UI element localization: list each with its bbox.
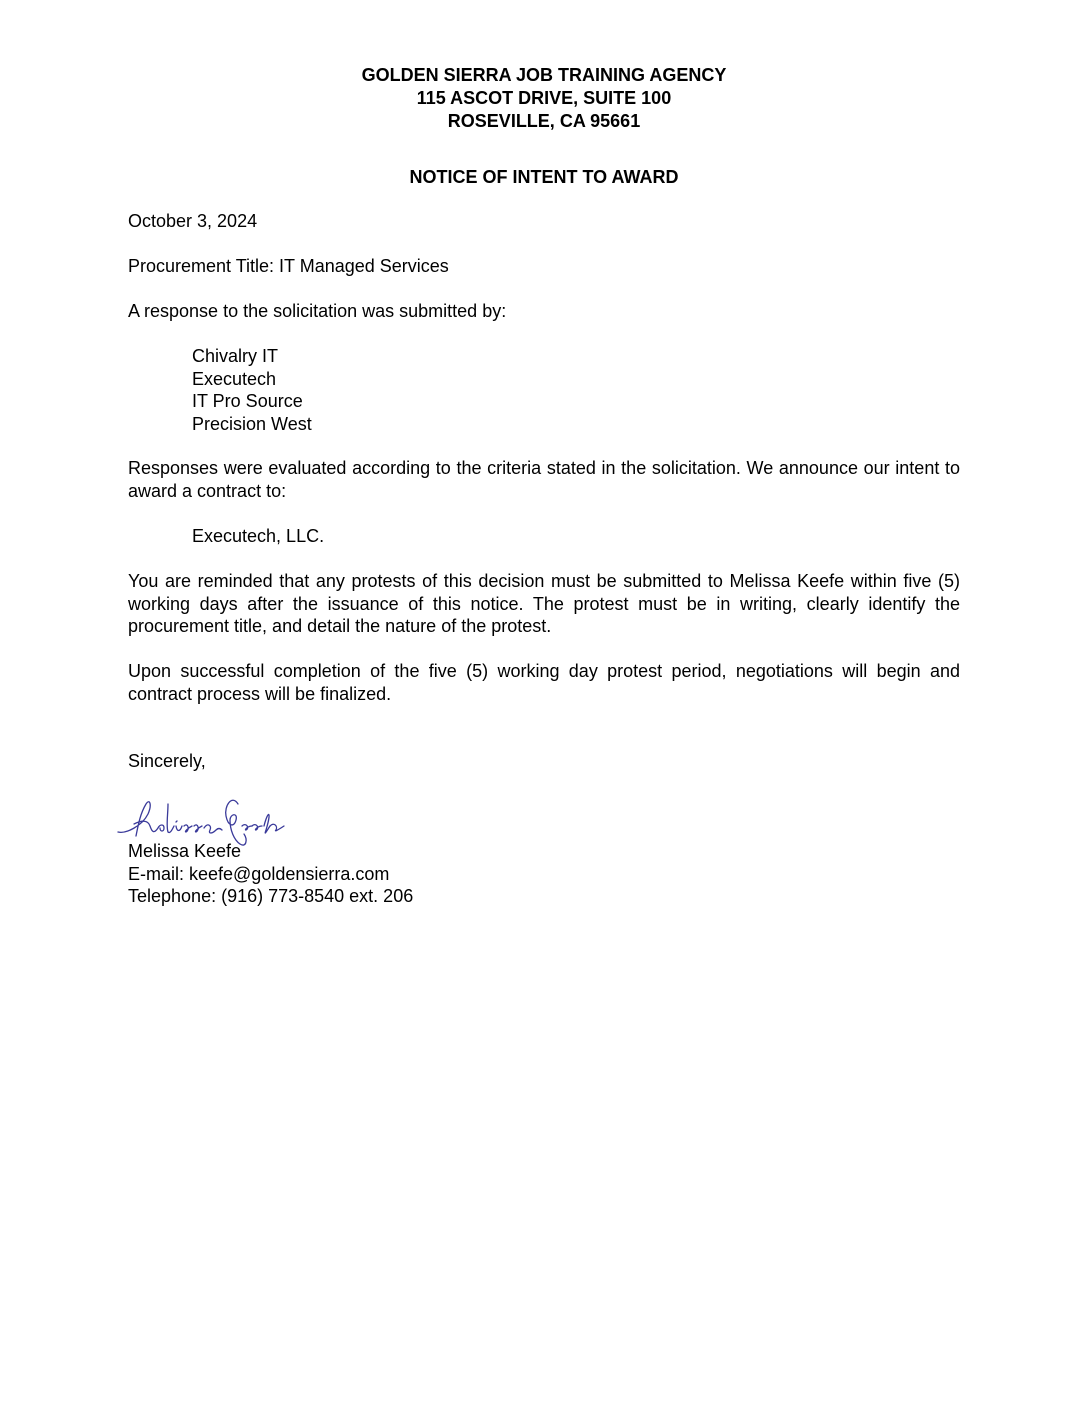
signer-email: E-mail: keefe@goldensierra.com xyxy=(128,863,390,884)
response-intro: A response to the solicitation was submitted by: xyxy=(128,301,507,321)
agency-name: GOLDEN SIERRA JOB TRAINING AGENCY xyxy=(361,65,727,85)
protest-paragraph: You are reminded that any protests of this decision must be submitted to Melissa Keefe within five (5) working days after the issuance of this notice. The protest must be in writing, clearly identify the procurement title, and detail the nature of the protest. xyxy=(128,571,960,636)
awardee: Executech, LLC. xyxy=(192,526,325,546)
notice-title: NOTICE OF INTENT TO AWARD xyxy=(409,167,679,187)
agency-city: ROSEVILLE, CA 95661 xyxy=(447,111,641,131)
evaluation-paragraph: Responses were evaluated according to the criteria stated in the solicitation. We announce our intent to award a contract to: xyxy=(128,458,960,501)
agency-street: 115 ASCOT DRIVE, SUITE 100 xyxy=(416,88,672,108)
signer-block xyxy=(128,840,960,908)
signer-name: Melissa Keefe xyxy=(128,841,242,861)
closing: Sincerely, xyxy=(128,751,206,771)
completion-paragraph: Upon successful completion of the five (5) working day protest period, negotiations will begin and contract process will be finalized. xyxy=(128,661,960,704)
respondent-list xyxy=(192,345,1024,435)
respondent-item: Executech xyxy=(192,368,277,389)
letterhead xyxy=(0,64,1088,133)
respondent-item: IT Pro Source xyxy=(192,391,303,411)
signer-telephone: Telephone: (916) 773-8540 ext. 206 xyxy=(128,886,414,906)
letter-date: October 3, 2024 xyxy=(128,211,258,231)
respondent-item: Precision West xyxy=(192,413,312,434)
procurement-title: Procurement Title: IT Managed Services xyxy=(128,256,449,276)
respondent-item: Chivalry IT xyxy=(192,346,279,366)
